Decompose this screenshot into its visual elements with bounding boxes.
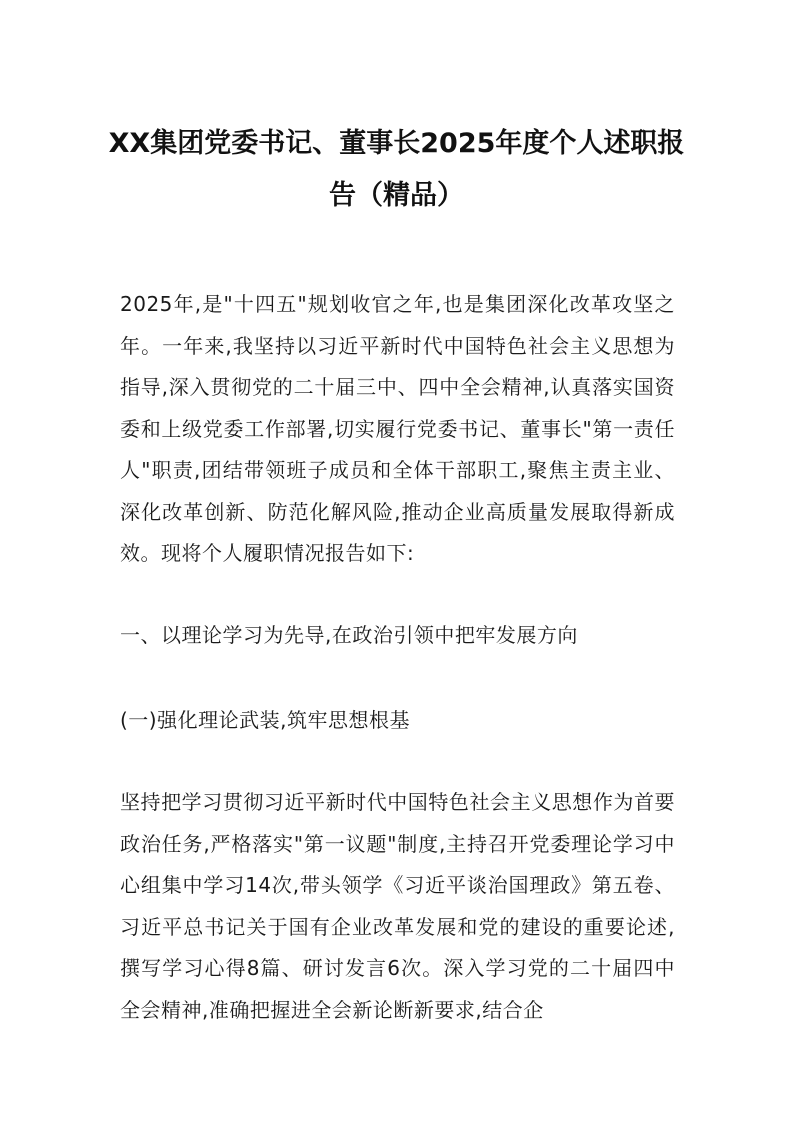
body-paragraph: 坚持把学习贯彻习近平新时代中国特色社会主义思想作为首要政治任务,严格落实"第一议题"制度,主持召开党委理论学习中心组集中学习14次,带头领学《习近平谈治国理政》第五卷、习近平总书记关于国有企业改革发展和党的建设的重要论述,撰写学习心得8篇、研讨发言6次。深入学习党的二十届四中全会精神,准确把握进全会新论断新要求,结合企 [120,790,675,1022]
subsection-heading: (一)强化理论武装,筑牢思想根基 [120,708,410,732]
intro-paragraph: 2025年,是"十四五"规划收官之年,也是集团深化改革攻坚之年。一年来,我坚持以习近平新时代中国特色社会主义思想为指导,深入贯彻党的二十届三中、四中全会精神,认真落实国资委和上级党委工作部署,切实履行党委书记、董事长"第一责任人"职责,团结带领班子成员和全体干部职工,聚焦主责主业、深化改革创新、防范化解风险,推动企业高质量发展取得新成效。现将个人履职情况报告如下: [120,292,675,565]
document-title: XX集团党委书记、董事长2025年度个人述职报告（精品） [108,128,685,211]
section-heading: 一、以理论学习为先导,在政治引领中把牢发展方向 [120,623,578,647]
